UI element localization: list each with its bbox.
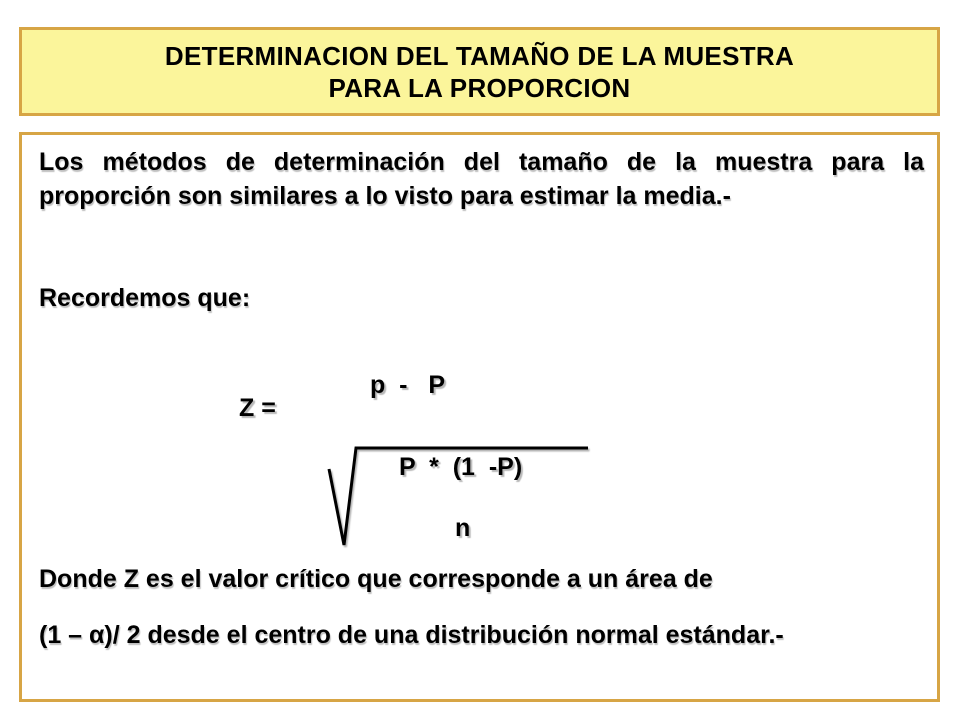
formula-lhs: Z = [239, 394, 276, 422]
title-line-2: PARA LA PROPORCION [328, 72, 631, 103]
explanation-line-2: (1 – α)/ 2 desde el centro de una distribución normal estándar.- [39, 621, 784, 649]
formula-numerator: p - P [370, 371, 445, 399]
recall-label: Recordemos que: [39, 284, 251, 312]
formula-inner-denominator: n [455, 514, 471, 542]
content-panel [19, 132, 940, 702]
formula-inner-numerator: P * (1 -P) [399, 453, 523, 481]
explanation-line-1: Donde Z es el valor crítico que corresponde a un área de [39, 565, 713, 593]
intro-paragraph: Los métodos de determinación del tamaño de la muestra para la proporción son similares a lo visto para estimar la media.- [39, 148, 924, 210]
title-banner [19, 27, 940, 116]
title-line-1: DETERMINACION DEL TAMAÑO DE LA MUESTRA [164, 40, 795, 71]
